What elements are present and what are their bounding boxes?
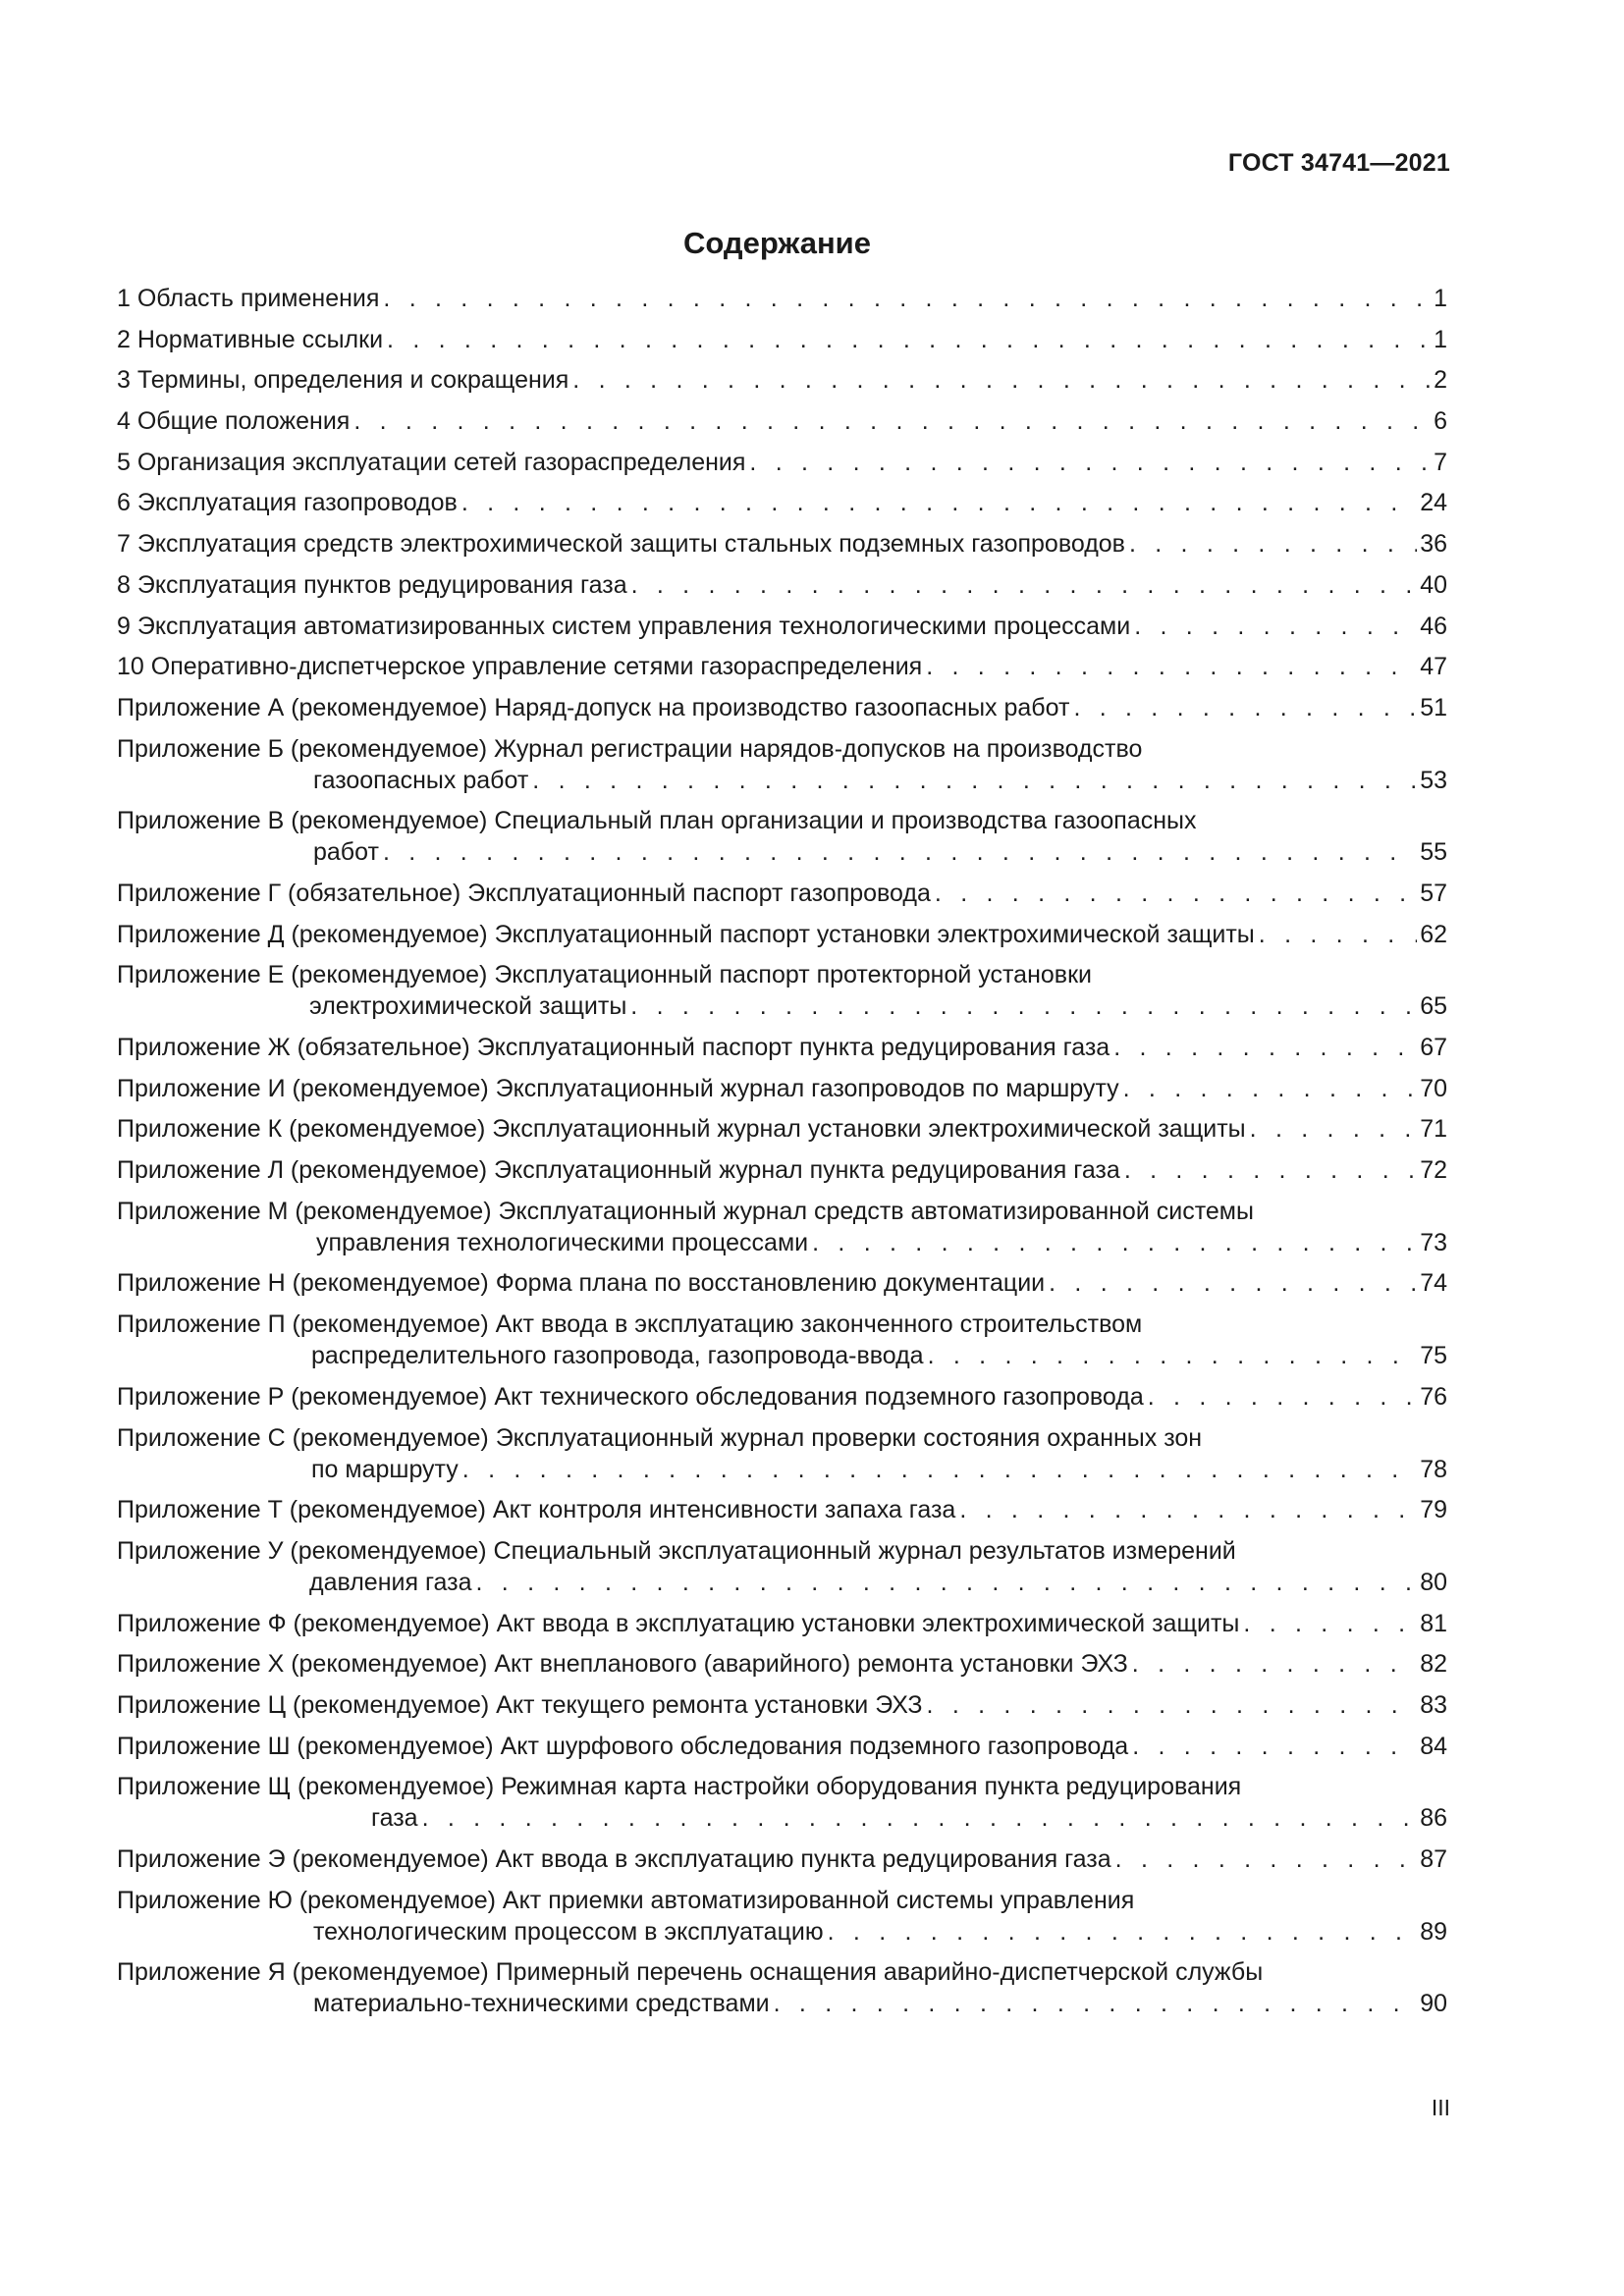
toc-entry-page: 51 xyxy=(1420,693,1447,721)
toc-entry[interactable] xyxy=(117,1537,1447,1597)
toc-entry-page: 1 xyxy=(1434,325,1447,353)
toc-entry-title: Приложение Б (рекомендуемое) Журнал регистрации нарядов-допусков на производство xyxy=(117,734,1143,763)
toc-entry-title: 5 Организация эксплуатации сетей газораспределения xyxy=(117,448,746,476)
table-of-contents xyxy=(117,285,1447,2031)
toc-entry-title-continued: электрохимической защиты xyxy=(309,992,627,1021)
toc-entry[interactable] xyxy=(117,735,1447,795)
toc-entry-title: Приложение Л (рекомендуемое) Эксплуатационный журнал пункта редуцирования газа xyxy=(117,1156,1120,1185)
toc-entry-page: 82 xyxy=(1420,1650,1447,1679)
toc-entry-title: Приложение И (рекомендуемое) Эксплуатационный журнал газопроводов по маршруту xyxy=(117,1074,1119,1102)
toc-entry[interactable] xyxy=(117,489,1447,517)
toc-entry-title: Приложение Е (рекомендуемое) Эксплуатационный паспорт протекторной установки xyxy=(117,961,1092,989)
toc-entry[interactable] xyxy=(117,366,1447,395)
toc-entry[interactable] xyxy=(117,1383,1447,1412)
toc-entry-page: 72 xyxy=(1420,1156,1447,1185)
toc-entry[interactable] xyxy=(117,694,1447,722)
page-number: III xyxy=(1431,2095,1450,2120)
toc-entry-title-continued: материально-техническими средствами xyxy=(313,1990,770,2018)
toc-entry[interactable] xyxy=(117,530,1447,559)
toc-entry-title: Приложение К (рекомендуемое) Эксплуатационный журнал установки электрохимической защиты xyxy=(117,1115,1246,1144)
toc-entry-title: 1 Область применения xyxy=(117,285,380,312)
standard-code: ГОСТ 34741—2021 xyxy=(1227,149,1450,177)
toc-entry-title-continued: газоопасных работ xyxy=(313,766,529,794)
toc-entry-page: 87 xyxy=(1420,1845,1447,1873)
toc-entry[interactable] xyxy=(117,449,1447,477)
toc-entry[interactable] xyxy=(117,1650,1447,1679)
toc-entry[interactable] xyxy=(117,613,1447,641)
toc-entry-page: 55 xyxy=(1420,838,1447,867)
toc-entry-title: Приложение Ж (обязательное) Эксплуатационный паспорт пункта редуцирования газа xyxy=(117,1034,1110,1061)
toc-entry-title: 10 Оперативно-диспетчерское управление сетями газораспределения xyxy=(117,653,923,681)
toc-entry-title: 6 Эксплуатация газопроводов xyxy=(117,489,458,517)
toc-entry-title: Приложение Щ (рекомендуемое) Режимная карта настройки оборудования пункта редуцирования xyxy=(117,1773,1242,1801)
toc-entry[interactable] xyxy=(117,1733,1447,1761)
toc-entry-title: 2 Нормативные ссылки xyxy=(117,325,384,353)
toc-entry-title-continued: давления газа xyxy=(309,1568,472,1596)
toc-entry-page: 36 xyxy=(1420,530,1447,559)
toc-entry[interactable] xyxy=(117,1075,1447,1103)
toc-entry-title: Приложение Д (рекомендуемое) Эксплуатационный паспорт установки электрохимической защиты xyxy=(117,920,1255,948)
toc-entry[interactable] xyxy=(117,1310,1447,1370)
toc-entry-title: Приложение С (рекомендуемое) Эксплуатационный журнал проверки состояния охранных зон xyxy=(117,1423,1203,1452)
toc-entry-title-continued: распределительного газопровода, газопровода-ввода xyxy=(311,1342,924,1370)
toc-entry[interactable] xyxy=(117,285,1447,313)
toc-entry-page: 83 xyxy=(1420,1690,1447,1719)
toc-entry-title: Приложение Я (рекомендуемое) Примерный перечень оснащения аварийно-диспетчерской службы xyxy=(117,1958,1264,1987)
toc-entry-page: 1 xyxy=(1434,285,1447,312)
toc-entry-page: 2 xyxy=(1434,366,1447,395)
toc-entry-title: 3 Термины, определения и сокращения xyxy=(117,366,569,395)
toc-entry-page: 24 xyxy=(1420,489,1447,517)
page-title: Содержание xyxy=(683,226,871,260)
toc-entry-title-continued: работ xyxy=(313,838,379,867)
toc-entry-title: Приложение В (рекомендуемое) Специальный план организации и производства газоопасных xyxy=(117,807,1197,835)
toc-entry-title: Приложение Ш (рекомендуемое) Акт шурфового обследования подземного газопровода xyxy=(117,1732,1129,1760)
toc-entry-page: 53 xyxy=(1420,766,1447,794)
toc-entry[interactable] xyxy=(117,1115,1447,1144)
toc-entry[interactable] xyxy=(117,1691,1447,1720)
toc-entry-title-continued: технологическим процессом в эксплуатацию xyxy=(313,1917,824,1946)
toc-entry-page: 79 xyxy=(1420,1496,1447,1524)
toc-entry[interactable] xyxy=(117,1887,1447,1947)
toc-entry-title: Приложение Ф (рекомендуемое) Акт ввода в эксплуатацию установки электрохимической защиты xyxy=(117,1609,1240,1637)
toc-entry-title: 7 Эксплуатация средств электрохимической защиты стальных подземных газопроводов xyxy=(117,530,1125,559)
toc-entry-title: 4 Общие положения xyxy=(117,407,351,436)
toc-entry-page: 76 xyxy=(1420,1382,1447,1411)
toc-entry[interactable] xyxy=(117,1156,1447,1185)
toc-entry-title: Приложение Ц (рекомендуемое) Акт текущего ремонта установки ЭХЗ xyxy=(117,1690,923,1719)
toc-entry[interactable] xyxy=(117,880,1447,908)
toc-entry-title: Приложение Т (рекомендуемое) Акт контроля интенсивности запаха газа xyxy=(117,1496,956,1524)
toc-entry-title: Приложение Р (рекомендуемое) Акт технического обследования подземного газопровода xyxy=(117,1382,1144,1411)
toc-entry[interactable] xyxy=(117,571,1447,600)
toc-entry[interactable] xyxy=(117,1198,1447,1257)
toc-entry-page: 84 xyxy=(1420,1732,1447,1760)
toc-entry[interactable] xyxy=(117,407,1447,436)
toc-entry-title: Приложение У (рекомендуемое) Специальный эксплуатационный журнал результатов измерений xyxy=(117,1536,1236,1565)
toc-entry[interactable] xyxy=(117,1496,1447,1524)
toc-entry-title: Приложение Г (обязательное) Эксплуатационный паспорт газопровода xyxy=(117,879,931,907)
toc-entry-page: 6 xyxy=(1434,407,1447,436)
toc-entry-page: 71 xyxy=(1420,1115,1447,1144)
toc-entry[interactable] xyxy=(117,1773,1447,1833)
toc-entry-title: Приложение П (рекомендуемое) Акт ввода в эксплуатацию законченного строительством xyxy=(117,1310,1143,1339)
toc-entry-page: 70 xyxy=(1420,1074,1447,1102)
toc-entry-page: 80 xyxy=(1420,1568,1447,1596)
toc-entry[interactable] xyxy=(117,326,1447,354)
toc-entry-page: 90 xyxy=(1420,1990,1447,2018)
toc-entry-page: 65 xyxy=(1420,992,1447,1021)
toc-entry-page: 78 xyxy=(1420,1455,1447,1483)
toc-entry-title: Приложение М (рекомендуемое) Эксплуатационный журнал средств автоматизированной системы xyxy=(117,1197,1254,1225)
toc-entry-title-continued: газа xyxy=(371,1804,418,1833)
toc-entry[interactable] xyxy=(117,653,1447,681)
toc-entry-title: Приложение Ю (рекомендуемое) Акт приемки автоматизированной системы управления xyxy=(117,1886,1135,1914)
toc-entry[interactable] xyxy=(117,1958,1447,2018)
toc-entry-title-continued: по маршруту xyxy=(311,1455,459,1483)
toc-entry[interactable] xyxy=(117,921,1447,949)
toc-entry-page: 57 xyxy=(1420,879,1447,907)
toc-entry-title: Приложение Э (рекомендуемое) Акт ввода в эксплуатацию пункта редуцирования газа xyxy=(117,1845,1111,1873)
toc-entry-page: 81 xyxy=(1420,1609,1447,1637)
toc-entry-page: 89 xyxy=(1420,1917,1447,1946)
toc-entry-title: 9 Эксплуатация автоматизированных систем управления технологическими процессами xyxy=(117,612,1131,640)
toc-entry[interactable] xyxy=(117,807,1447,867)
toc-entry-page: 47 xyxy=(1420,653,1447,681)
toc-entry-page: 46 xyxy=(1420,612,1447,640)
toc-entry[interactable] xyxy=(117,1845,1447,1874)
toc-entry-page: 86 xyxy=(1420,1804,1447,1833)
toc-entry-page: 75 xyxy=(1420,1342,1447,1370)
toc-entry-page: 74 xyxy=(1420,1269,1447,1298)
toc-entry-title: Приложение А (рекомендуемое) Наряд-допуск на производство газоопасных работ xyxy=(117,693,1070,721)
toc-entry-page: 7 xyxy=(1434,448,1447,476)
toc-entry-page: 67 xyxy=(1420,1034,1447,1061)
toc-entry-page: 40 xyxy=(1420,570,1447,599)
toc-entry-title-continued: управления технологическими процессами xyxy=(316,1228,809,1256)
toc-entry-page: 73 xyxy=(1420,1228,1447,1256)
toc-entry-title: 8 Эксплуатация пунктов редуцирования газа xyxy=(117,570,627,599)
toc-entry-page: 62 xyxy=(1420,920,1447,948)
toc-entry[interactable] xyxy=(117,1034,1447,1062)
toc-entry[interactable] xyxy=(117,1269,1447,1298)
toc-entry[interactable] xyxy=(117,1610,1447,1638)
toc-entry[interactable] xyxy=(117,1424,1447,1484)
toc-entry-title: Приложение Х (рекомендуемое) Акт внепланового (аварийного) ремонта установки ЭХЗ xyxy=(117,1650,1128,1679)
toc-entry-title: Приложение Н (рекомендуемое) Форма плана по восстановлению документации xyxy=(117,1269,1046,1298)
toc-entry[interactable] xyxy=(117,961,1447,1021)
